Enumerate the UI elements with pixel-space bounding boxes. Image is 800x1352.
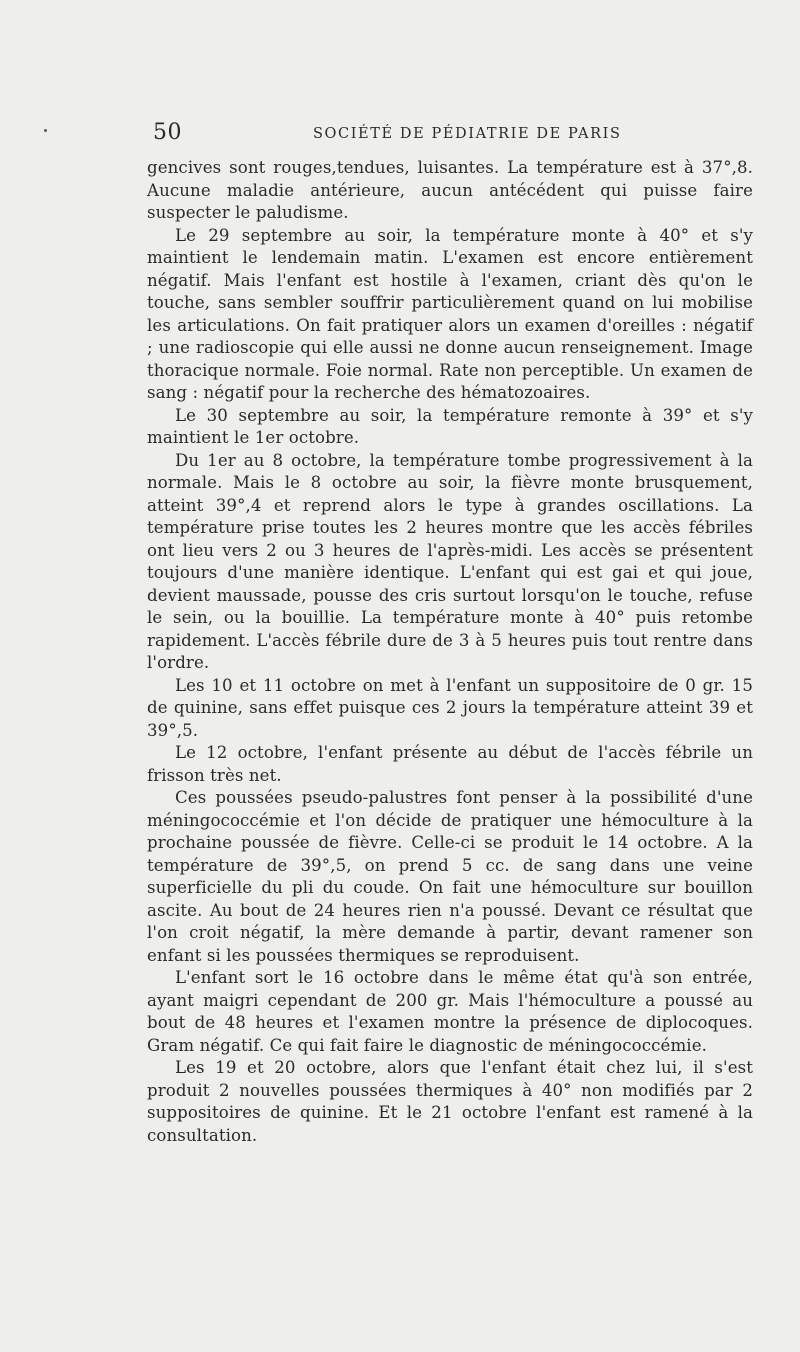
paragraph: Les 10 et 11 octobre on met à l'enfant un suppositoire de 0 gr. 15 de quinine, sans effet puisque ces 2 jours la température atteint 39 et 39°,5. xyxy=(147,675,753,740)
page-header xyxy=(153,120,753,150)
running-title: SOCIÉTÉ DE PÉDIATRIE DE PARIS xyxy=(313,126,622,142)
margin-dot xyxy=(44,129,47,132)
body-text xyxy=(147,157,753,1147)
paragraph: L'enfant sort le 16 octobre dans le même état qu'à son entrée, ayant maigri cependant de 200 gr. Mais l'hémoculture a poussé au bout de 48 heures et l'examen montre la présence de diplocoques. Gram négatif. Ce qui fait faire le diagnostic de méningococcémie. xyxy=(147,968,753,1055)
paragraph: Ces poussées pseudo-palustres font penser à la possibilité d'une méningococcémie et l'on décide de pratiquer une hémoculture à la prochaine poussée de fièvre. Celle-ci se produit le 14 octobre. A la température de 39°,5, on prend 5 cc. de sang dans une veine superficielle du pli du coude. On fait une hémoculture sur bouillon ascite. Au bout de 24 heures rien n'a poussé. Devant ce résultat que l'on croit négatif, la mère demande à partir, devant ramener son enfant si les poussées thermiques se reproduisent. xyxy=(147,788,753,965)
paragraph: Les 19 et 20 octobre, alors que l'enfant était chez lui, il s'est produit 2 nouvelles poussées thermiques à 40° non modifiés par 2 suppositoires de quinine. Et le 21 octobre l'enfant est ramené à la consultation. xyxy=(147,1058,753,1145)
paragraph: Le 30 septembre au soir, la température remonte à 39° et s'y maintient le 1er octobre. xyxy=(147,405,753,447)
paragraph: gencives sont rouges,tendues, luisantes. La température est à 37°,8. Aucune maladie antérieure, aucun antécédent qui puisse faire suspecter le paludisme. xyxy=(147,158,753,222)
paragraph: Le 12 octobre, l'enfant présente au début de l'accès fébrile un frisson très net. xyxy=(147,743,753,785)
paragraph: Le 29 septembre au soir, la température monte à 40° et s'y maintient le lendemain matin. L'examen est encore entièrement négatif. Mais l'enfant est hostile à l'examen, criant dès qu'on le touche, sans sembler souffrir particulièrement quand on lui mobilise les articulations. On fait pratiquer alors un examen d'oreilles : négatif ; une radioscopie qui elle aussi ne donne aucun renseignement. Image thoracique normale. Foie normal. Rate non perceptible. Un examen de sang : négatif pour la recherche des hématozoaires. xyxy=(147,225,753,402)
paragraph: Du 1er au 8 octobre, la température tombe progressivement à la normale. Mais le 8 octobre au soir, la fièvre monte brusquement, atteint 39°,4 et reprend alors le type à grandes oscillations. La température prise toutes les 2 heures montre que les accès fébriles ont lieu vers 2 ou 3 heures de l'après-midi. Les accès se présentent toujours d'une manière identique. L'enfant qui est gai et qui joue, devient maussade, pousse des cris surtout lorsqu'on le touche, refuse le sein, ou la bouillie. La température monte à 40° puis retombe rapidement. L'accès fébrile dure de 3 à 5 heures puis tout rentre dans l'ordre. xyxy=(147,450,753,672)
page-number: 50 xyxy=(153,120,182,145)
